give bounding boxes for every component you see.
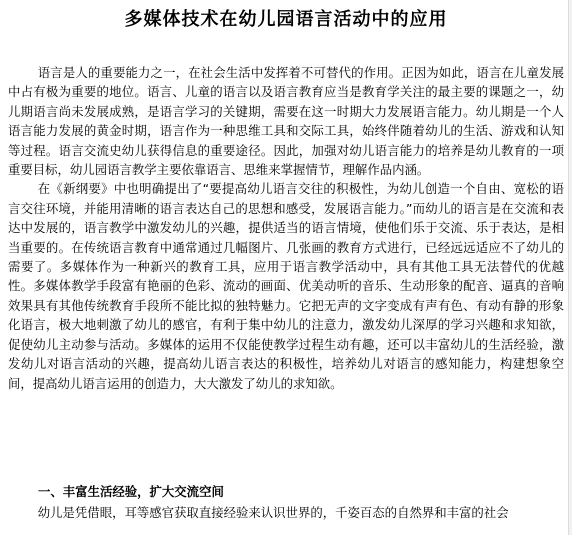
paragraph: 幼儿是凭借眼，耳等感官获取直接经验来认识世界的，千姿百态的自然界和丰富的社会 xyxy=(37,505,509,520)
scrollbar[interactable] xyxy=(568,0,572,535)
paragraph: 语言是人的重要能力之一，在社会生活中发挥着不可替代的作用。正因为如此，语言在儿童发展中占有极为重要的地位。语言、儿童的语言以及语言教育应当是教育学关注的最主要的课题之一，幼儿期语言尚未发展成熟，是语言学习的关键期，需要在这一时期大力发展语言能力。幼儿期是一个人语言能力发展的黄金时期，语言作为一种思维工具和交际工具，始终伴随着幼儿的生活、游戏和认知等过程。语言交流史幼儿获得信息的重要途径。因此，加强对幼儿语言能力的培养是幼儿教育的一项重要目标，幼儿园语言教学主要依靠语言、思维来掌握情节，理解作品内涵。 xyxy=(8,65,564,178)
section-heading: 一、丰富生活经验，扩大交流空间 xyxy=(38,484,224,499)
article-body xyxy=(8,63,564,393)
paragraph: 在《新纲要》中也明确提出了“要提高幼儿语言交往的积极性，为幼儿创造一个自由、宽松的语言交往环境，并能用清晰的语言表达自己的思想和感受，发展语言能力。”而幼儿的语言是在交流和表达中发展的，语言教学中激发幼儿的兴趣，提供适当的语言情境，使他们乐于交流、乐于表达，是相当重要的。在传统语言教育中通常通过几幅图片、几张画的教育方式进行，已经远远适应不了幼儿的需要了。多媒体作为一种新兴的教育工具，应用于语言教学活动中，具有其他工具无法替代的优越性。多媒体教学手段富有艳丽的色彩、流动的画面、优美动听的音乐、生动形象的配音、逼真的音响效果具有其他传统教育手段所不能比拟的独特魅力。它把无声的文字变成有声有色、有动有静的形象化语言，极大地刺激了幼儿的感官，有利于集中幼儿的注意力，激发幼儿深厚的学习兴趣和求知欲，促使幼儿主动参与活动。多媒体的运用不仅能使教学过程生动有趣，还可以丰富幼儿的生活经验，激发幼儿对语言活动的兴趣，提高幼儿语言表达的积极性，培养幼儿对语言的感知能力，构建想象空间，提高幼儿语言运用的创造力，大大激发了幼儿的求知欲。 xyxy=(8,181,564,391)
article-title: 多媒体技术在幼儿园语言活动中的应用 xyxy=(124,9,448,30)
